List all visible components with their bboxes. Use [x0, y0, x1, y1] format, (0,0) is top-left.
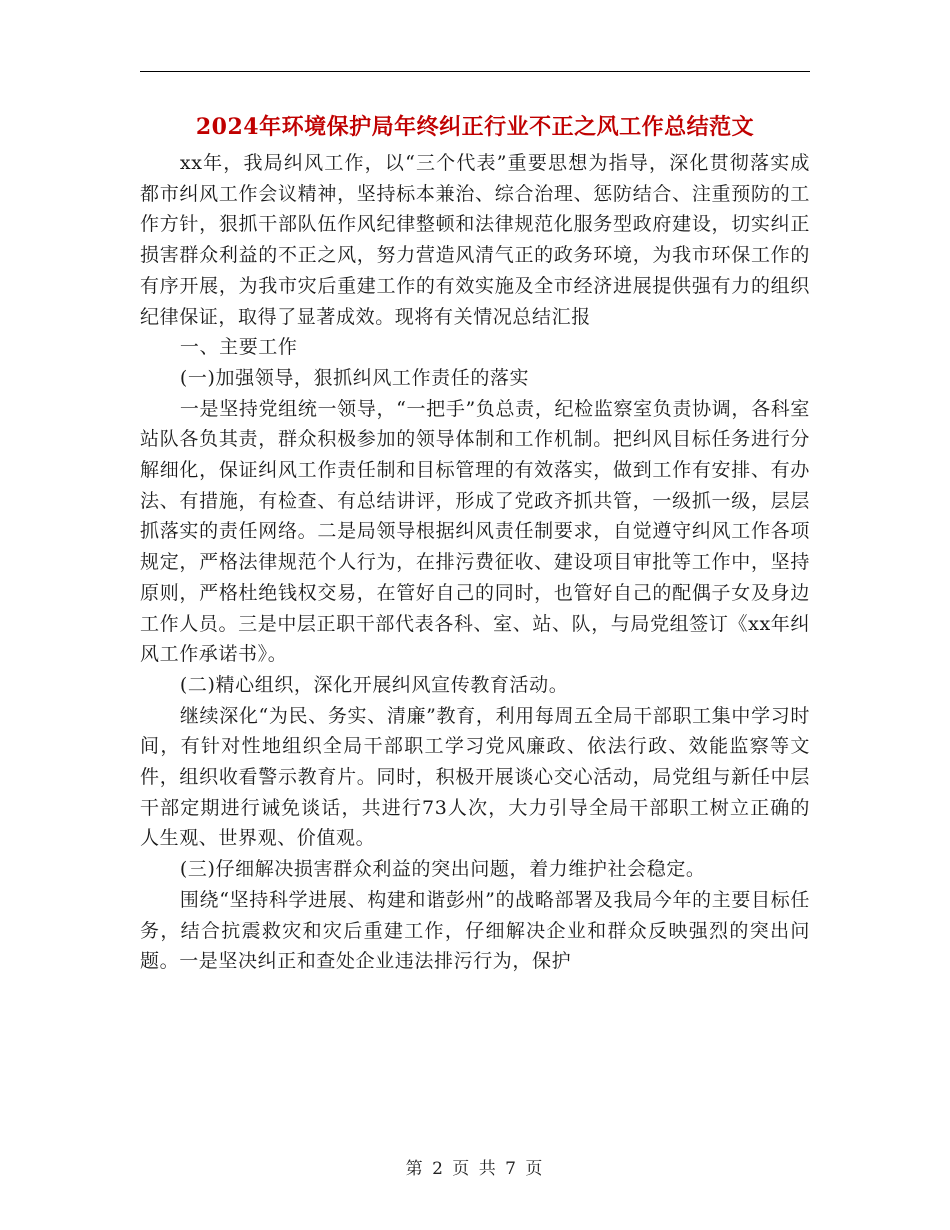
header-rule [140, 71, 810, 72]
paragraph-problems: 围绕“坚持科学进展、构建和谐彭州”的战略部署及我局今年的主要目标任务，结合抗震救灾和灾后重建工作，仔细解决企业和群众反映强烈的突出问题。一是坚决纠正和查处企业违法排污行为，保护 [140, 888, 810, 973]
document-body [140, 148, 810, 977]
paragraph-leadership: 一是坚持党组统一领导，“一把手”负总责，纪检监察室负责协调，各科室站队各负其责，群众积极参加的领导体制和工作机制。把纠风目标任务进行分解细化，保证纠风工作责任制和目标管理的有效落实，做到工作有安排、有办法、有措施，有检查、有总结讲评，形成了党政齐抓共管，一级抓一级，层层抓落实的责任网络。二是局领导根据纠风责任制要求，自觉遵守纠风工作各项规定，严格法律规范个人行为，在排污费征收、建设项目审批等工作中，坚持原则，严格杜绝钱权交易，在管好自己的同时，也管好自己的配偶子女及身边工作人员。三是中层正职干部代表各科、室、站、队，与局党组签订《xx年纠风工作承诺书》。 [140, 397, 810, 666]
subsection-heading-1: (一)加强领导，狠抓纠风工作责任的落实 [179, 366, 530, 389]
paragraph-education: 继续深化“为民、务实、清廉”教育，利用每周五全局干部职工集中学习时间，有针对性地组织全局干部职工学习党风廉政、依法行政、效能监察等文件，组织收看警示教育片。同时，积极开展谈心交心活动，局党组与新任中层干部定期进行诫免谈话，共进行73人次，大力引导全局干部职工树立正确的人生观、世界观、价值观。 [140, 704, 810, 850]
subsection-heading-3: (三)仔细解决损害群众利益的突出问题，着力维护社会稳定。 [179, 858, 706, 881]
subsection-heading-2: (二)精心组织，深化开展纠风宣传教育活动。 [179, 673, 569, 696]
section-heading-main-work: 一、主要工作 [179, 336, 298, 359]
document-title: 2024年环境保护局年终纠正行业不正之风工作总结范文 [195, 114, 755, 140]
page-number-footer: 第 2 页 共 7 页 [405, 1159, 545, 1179]
paragraph-intro: xx年，我局纠风工作，以“三个代表”重要思想为指导，深化贯彻落实成都市纠风工作会议精神，坚持标本兼治、综合治理、惩防结合、注重预防的工作方针，狠抓干部队伍作风纪律整顿和法律规范化服务型政府建设，切实纠正损害群众利益的不正之风，努力营造风清气正的政务环境，为我市环保工作的有序开展，为我市灾后重建工作的有效实施及全市经济进展提供强有力的组织纪律保证，取得了显著成效。现将有关情况总结汇报 [140, 152, 810, 328]
